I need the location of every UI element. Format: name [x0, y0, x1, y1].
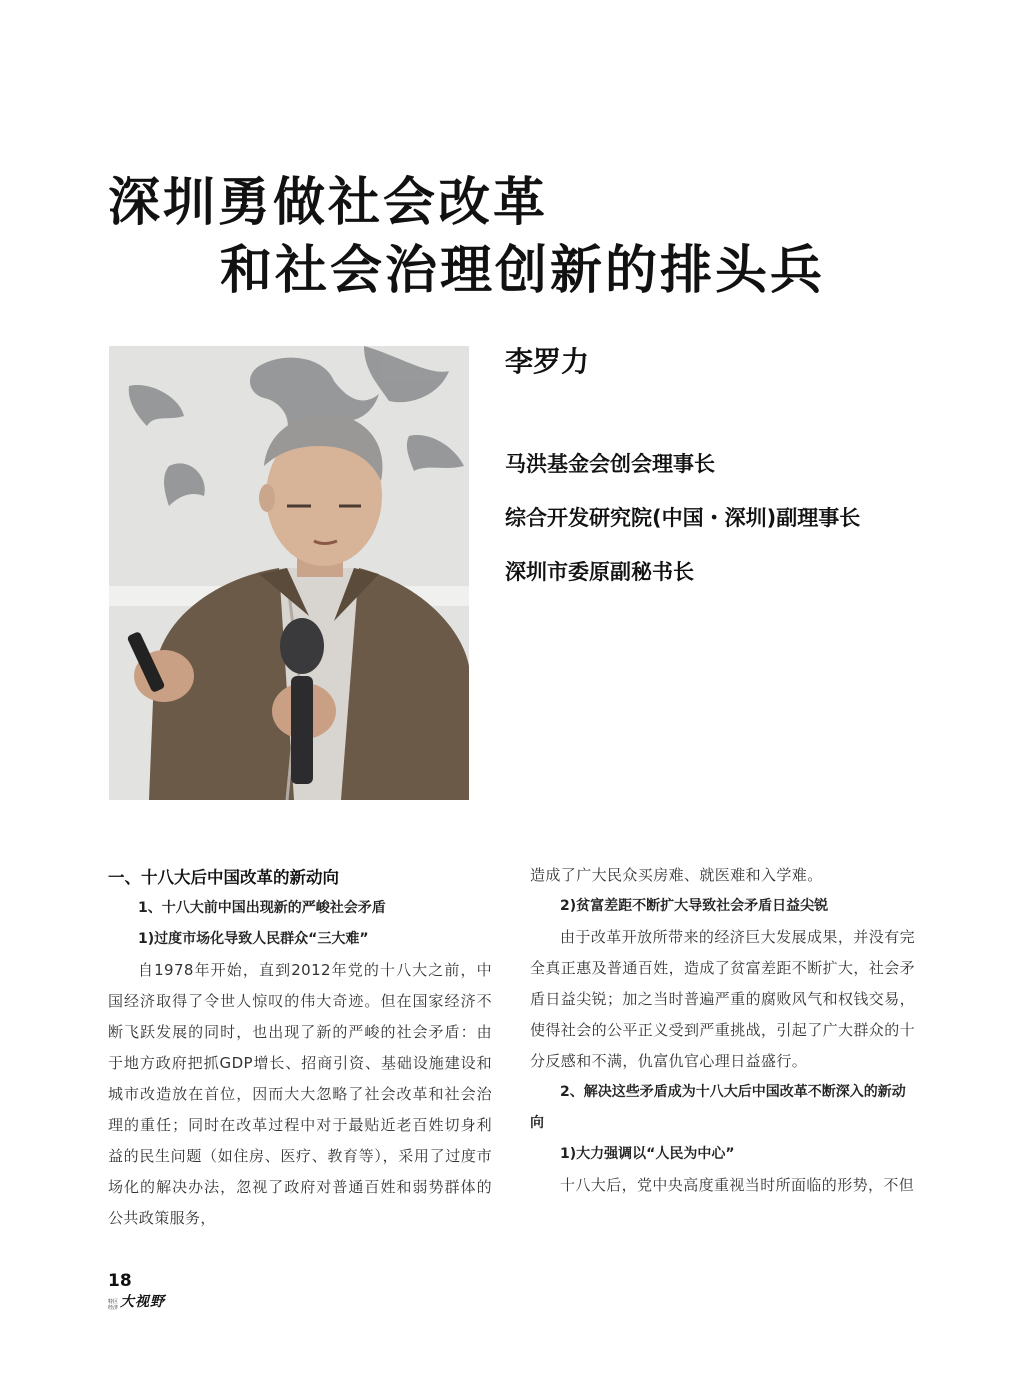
magazine-logo	[108, 1291, 165, 1311]
subsubsection-heading: 1)大力强调以“人民为中心”	[560, 1146, 735, 1162]
author-role-2: 综合开发研究院(中国・深圳)副理事长	[505, 506, 861, 530]
body-paragraph-continuation: 造成了广大民众买房难、就医难和入学难。	[530, 866, 823, 884]
section-heading: 一、十八大后中国改革的新动向	[108, 868, 339, 887]
subsection-heading: 1、十八大前中国出现新的严峻社会矛盾	[138, 900, 386, 916]
left-column	[108, 862, 492, 1234]
subsubsection-heading: 1)过度市场化导致人民群众“三大难”	[138, 931, 369, 947]
subsection-heading: 2、解决这些矛盾成为十八大后中国改革不断深入的新动向	[530, 1084, 906, 1131]
page-number: 18	[108, 1271, 132, 1291]
author-roles	[505, 448, 860, 610]
right-column	[530, 860, 915, 1201]
article-title-line-2: 和社会治理创新的排头兵	[220, 240, 826, 301]
article-title-line-1: 深圳勇做社会改革	[108, 172, 549, 233]
magazine-logo-small-text: 特区 经济	[108, 1299, 119, 1311]
author-role-3: 深圳市委原副秘书长	[505, 560, 694, 584]
subsubsection-heading: 2)贫富差距不断扩大导致社会矛盾日益尖锐	[560, 898, 829, 914]
magazine-name: 大视野	[120, 1294, 166, 1310]
author-name: 李罗力	[505, 345, 590, 378]
author-photo	[109, 346, 469, 800]
body-paragraph: 由于改革开放所带来的经济巨大发展成果，并没有完全真正惠及普通百姓，造成了贫富差距不断扩大，社会矛盾日益尖锐；加之当时普遍严重的腐败风气和权钱交易，使得社会的公平正义受到严重挑战，引起了广大群众的十分反感和不满，仇富仇官心理日益盛行。	[530, 928, 916, 1070]
author-role-1: 马洪基金会创会理事长	[505, 452, 715, 476]
body-paragraph: 自1978年开始，直到2012年党的十八大之前，中国经济取得了令世人惊叹的伟大奇迹。但在国家经济不断飞跃发展的同时，也出现了新的严峻的社会矛盾：由于地方政府把抓GDP增长、招商引资、基础设施建设和城市改造放在首位，因而大大忽略了社会改革和社会治理的重任；同时在改革过程中对于最贴近老百姓切身利益的民生问题（如住房、医疗、教育等），采用了过度市场化的解决办法，忽视了政府对普通百姓和弱势群体的公共政策服务，	[108, 961, 492, 1227]
body-paragraph: 十八大后，党中央高度重视当时所面临的形势，不但	[560, 1176, 915, 1194]
page-footer	[108, 1272, 165, 1311]
